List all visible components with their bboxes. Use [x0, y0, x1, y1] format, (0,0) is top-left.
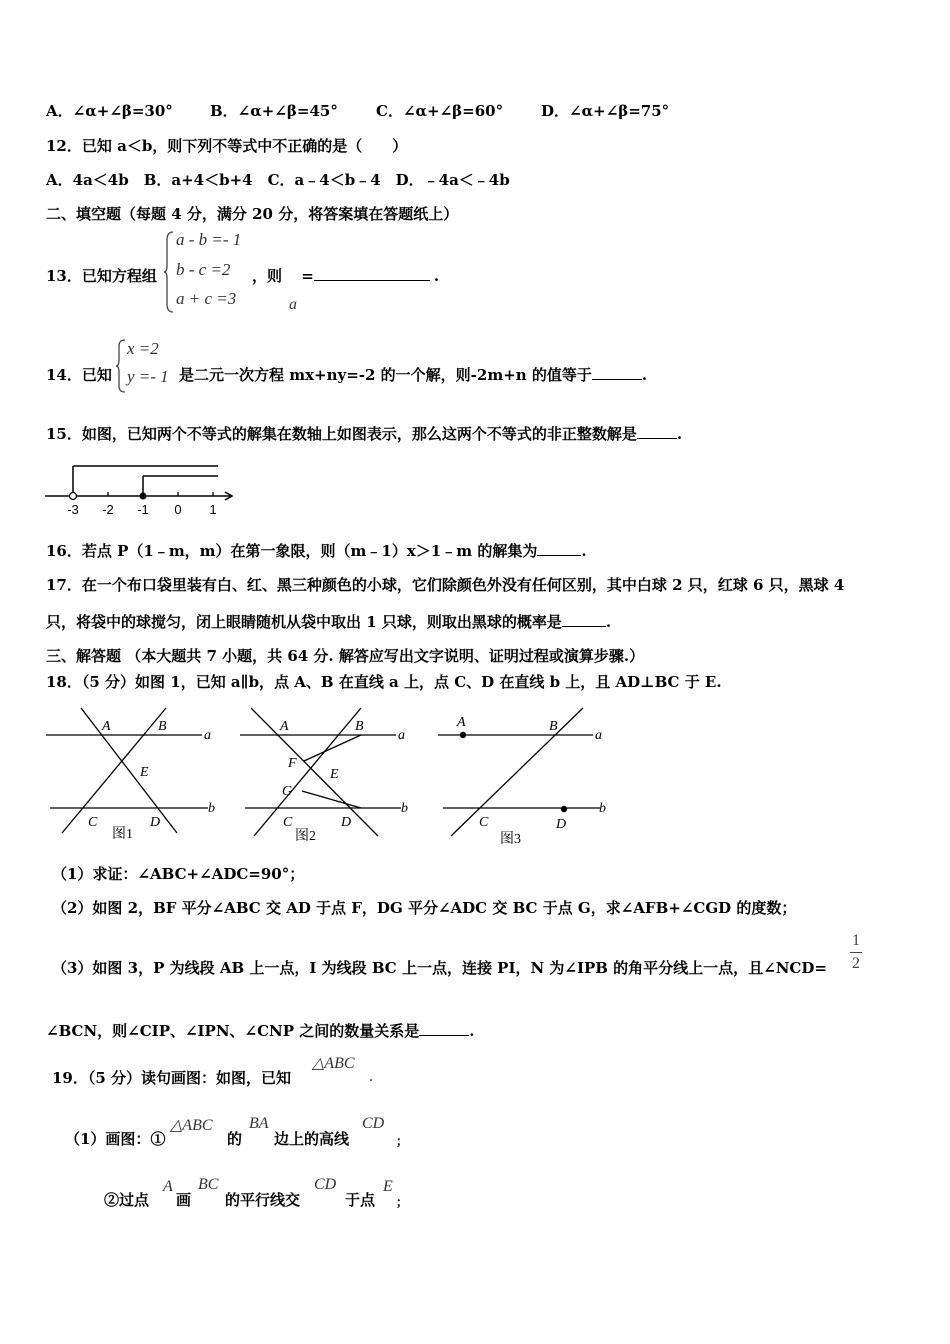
- q13-tail: [252, 266, 439, 286]
- q18-part1: （1）求证：∠ABC+∠ADC=90°；: [52, 865, 305, 883]
- q13-suffix2: =: [301, 267, 314, 285]
- q17-text: 只，将袋中的球搅匀，闭上眼睛随机从袋中取出 1 只球，则取出黑球的概率是: [46, 613, 562, 631]
- q19-part2-e: E: [383, 1178, 393, 1195]
- q19-stem: 19．（5 分）读句画图：如图，已知: [52, 1069, 292, 1087]
- fig3-label-A: A: [457, 715, 466, 730]
- q11-option-d: D．∠α+∠β=75°: [541, 102, 670, 120]
- q15-text: 15．如图，已知两个不等式的解集在数轴上如图表示，那么这两个不等式的非正整数解是: [46, 425, 637, 443]
- q13-end: .: [433, 267, 440, 285]
- q19-part1-cd: CD: [362, 1115, 385, 1132]
- q18-fraction: [848, 931, 864, 974]
- q14-eq2: y =- 1: [127, 367, 169, 386]
- fig3-point-D: [561, 806, 567, 812]
- q19-part2-cd: CD: [314, 1176, 337, 1193]
- section3-title: 三、解答题 （本大题共 7 小题，共 64 分. 解答应写出文字说明、证明过程或演算步骤.）: [46, 647, 645, 665]
- q12-options: A．4a＜4b B．a+4＜b+4 C．a﹣4＜b﹣4 D．﹣4a＜﹣4b: [46, 171, 510, 189]
- number-line-tick-label: 1: [209, 502, 217, 517]
- number-line-tick-label: -1: [137, 502, 149, 517]
- fig2-label-F: F: [288, 756, 297, 771]
- q19-part2-hua: 画: [176, 1191, 192, 1209]
- q18-figure-3: [435, 704, 625, 852]
- q18-answer-blank[interactable]: [419, 1021, 469, 1036]
- q19-part1-mid: 边上的高线: [274, 1130, 350, 1148]
- q13-eq2: b - c =2: [176, 260, 231, 279]
- number-line-tick-label: -2: [102, 502, 114, 517]
- fig1-label-B: B: [158, 719, 167, 734]
- q18-frac-numerator: 1: [852, 932, 860, 949]
- q14-system-brace: [115, 338, 127, 394]
- q14-prefix: 14．已知: [46, 366, 112, 384]
- q19-part1-prefix: （1）画图：①: [65, 1130, 166, 1148]
- fig2-caption: 图2: [295, 829, 316, 844]
- q16-text: 16．若点 P（1﹣m，m）在第一象限，则（m﹣1）x＞1﹣m 的解集为: [46, 542, 538, 560]
- fig2-label-G: G: [282, 784, 293, 799]
- q15-stem: [46, 424, 682, 444]
- fig1-label-A: A: [102, 719, 111, 734]
- q18-frac-denominator: 2: [852, 955, 860, 972]
- fig2-label-a: a: [398, 728, 405, 743]
- fig3-label-b: b: [599, 801, 606, 816]
- q16-end: .: [581, 542, 587, 560]
- fig3-label-a: a: [595, 728, 602, 743]
- fig2-label-D: D: [341, 815, 352, 830]
- q13-eq3: a + c =3: [176, 289, 237, 308]
- q17-line1: 17．在一个布口袋里装有白、红、黑三种颜色的小球，它们除颜色外没有任何区别，其中白球 2 只，红球 6 只，黑球 4: [46, 576, 845, 594]
- fig2-label-A: A: [280, 719, 289, 734]
- q17-answer-blank[interactable]: [562, 612, 606, 627]
- fig3-point-A: [460, 732, 466, 738]
- q19-part2-mid: 的平行线交: [225, 1191, 301, 1209]
- fig1-label-C: C: [88, 815, 98, 830]
- q18-part3-cont-text: ∠BCN，则∠CIP、∠IPN、∠CNP 之间的数量关系是: [46, 1022, 420, 1040]
- q19-part2-bc: BC: [198, 1176, 219, 1193]
- q13-answer-blank[interactable]: [314, 266, 430, 281]
- q19-part1-ba: BA: [249, 1115, 269, 1132]
- q19-part2-prefix: ②过点: [104, 1191, 150, 1209]
- q19-part2-a: A: [163, 1178, 173, 1195]
- section2-title: 二、填空题（每题 4 分，满分 20 分，将答案填在答题纸上）: [46, 205, 459, 223]
- q18-part3-cont: [46, 1021, 475, 1041]
- q14-end: .: [641, 366, 648, 384]
- fig3-label-D: D: [556, 817, 567, 832]
- fig2-label-E: E: [330, 767, 339, 782]
- q11-option-a: A．∠α+∠β=30°: [46, 102, 173, 120]
- q16-answer-blank[interactable]: [537, 541, 581, 556]
- q16-stem: [46, 541, 587, 561]
- q19-part1-triangle: △ABC: [170, 1117, 213, 1134]
- q14-text: 是二元一次方程 mx+ny=-2 的一个解，则-2m+n 的值等于: [179, 366, 592, 384]
- q11-option-b: B．∠α+∠β=45°: [210, 102, 338, 120]
- q18-figure-2: [235, 704, 425, 849]
- fig2-label-B: B: [355, 719, 364, 734]
- number-line-tick-label: -3: [67, 502, 79, 517]
- q18-figure-1: [40, 704, 230, 849]
- fig1-label-D: D: [150, 815, 161, 830]
- q19-part2-end: ；: [396, 1195, 409, 1209]
- fig1-label-b: b: [208, 801, 215, 816]
- q18-end: .: [469, 1022, 475, 1040]
- fig2-label-C: C: [283, 815, 293, 830]
- q11-option-c: C．∠α+∠β=60°: [376, 102, 504, 120]
- q17-line2: [46, 612, 611, 632]
- fig2-label-b: b: [401, 801, 408, 816]
- q13-eq1: a - b =- 1: [176, 230, 242, 249]
- q18-stem: 18．（5 分）如图 1，已知 a∥b，点 A、B 在直线 a 上，点 C、D 在直线 b 上，且 AD⊥BC 于 E.: [46, 673, 722, 691]
- q18-part3: （3）如图 3，P 为线段 AB 上一点，I 为线段 BC 上一点，连接 PI，N 为∠IPB 的角平分线上一点，且∠NCD=: [52, 959, 827, 977]
- q15-end: .: [676, 425, 683, 443]
- fig3-label-B: B: [549, 719, 558, 734]
- q13-below-var: a: [289, 296, 297, 313]
- q19-triangle: △ABC: [312, 1055, 355, 1072]
- q19-part1-de: 的: [227, 1130, 243, 1148]
- q11-options: [46, 101, 669, 121]
- q15-number-line: [40, 458, 240, 524]
- q19-part1-end: ；: [396, 1134, 409, 1148]
- fig1-caption: 图1: [112, 827, 133, 842]
- number-line-tick-label: 0: [174, 502, 182, 517]
- fig3-caption: 图3: [500, 832, 521, 847]
- q14-tail: [179, 365, 647, 385]
- fig3-label-C: C: [479, 815, 489, 830]
- q18-frac-bar: [850, 952, 862, 953]
- q14-answer-blank[interactable]: [592, 365, 642, 380]
- q19-part2-yu: 于点: [345, 1191, 376, 1209]
- q17-end: .: [605, 613, 612, 631]
- q13-prefix: 13．已知方程组: [46, 267, 157, 285]
- q19-dot: .: [369, 1068, 373, 1085]
- q18-part2: （2）如图 2，BF 平分∠ABC 交 AD 于点 F，DG 平分∠ADC 交 BC 于点 G，求∠AFB+∠CGD 的度数；: [52, 899, 797, 917]
- fig1-label-E: E: [140, 765, 149, 780]
- q15-answer-blank[interactable]: [637, 424, 677, 439]
- q12-stem: 12．已知 a＜b，则下列不等式中不正确的是（ ）: [46, 137, 408, 155]
- q13-system-brace: [163, 230, 175, 314]
- q13-suffix1: ，则: [252, 267, 283, 285]
- fig1-label-a: a: [204, 728, 211, 743]
- q14-eq1: x =2: [127, 339, 159, 358]
